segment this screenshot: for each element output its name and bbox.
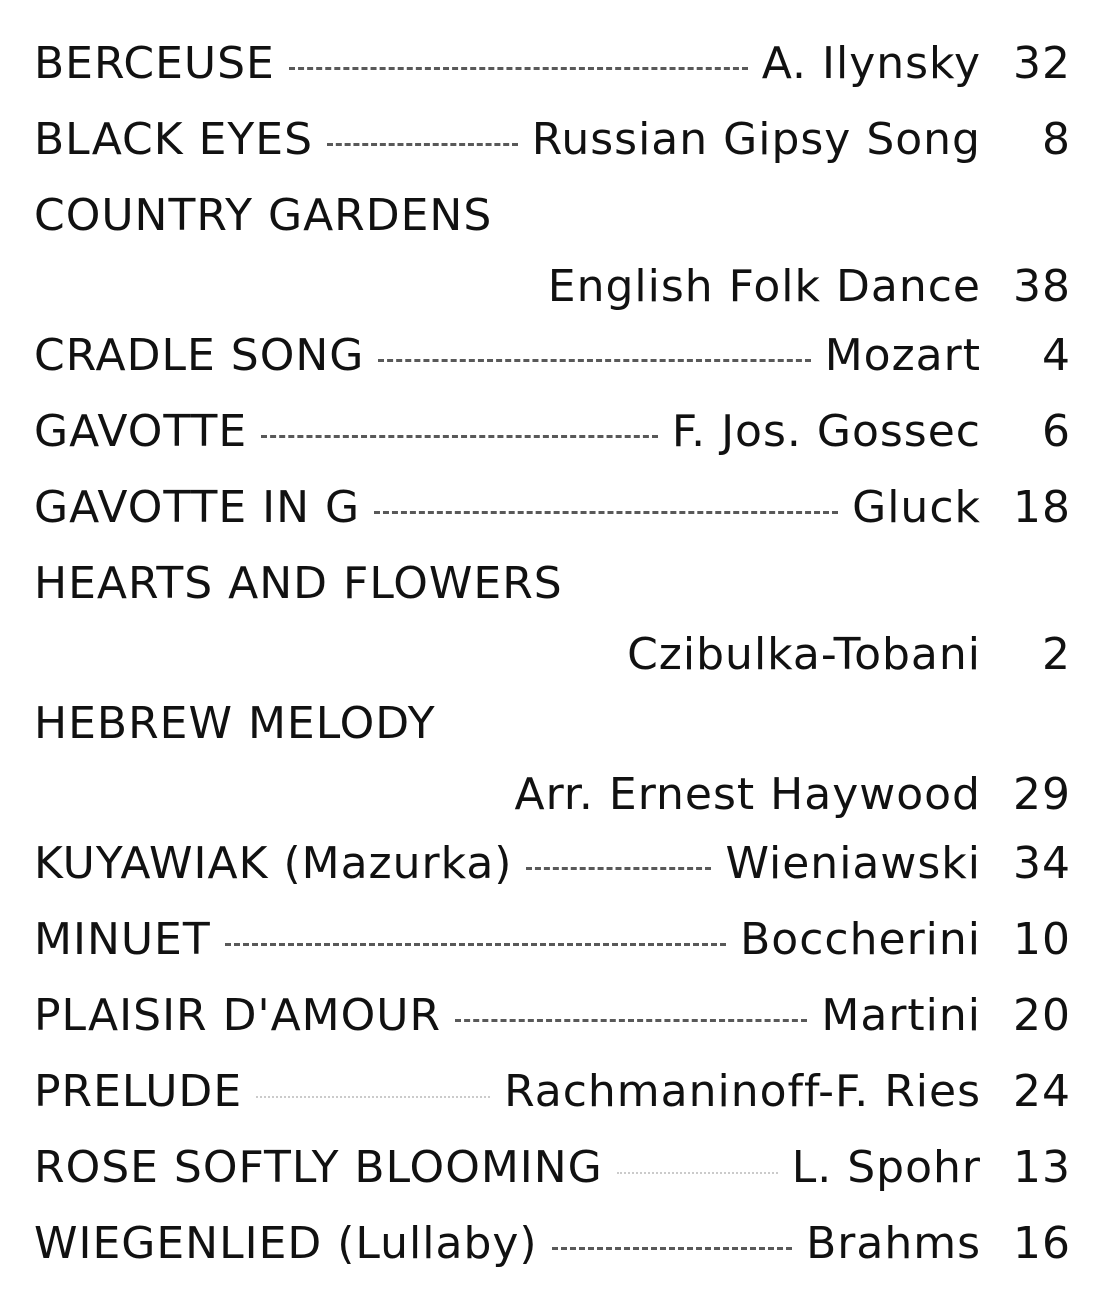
entry-page-number: 13: [1013, 1142, 1071, 1193]
entry-page-number: 34: [1013, 838, 1071, 889]
entry-composer: Rachmaninoff-F. Ries: [504, 1066, 981, 1117]
leader-dots: [378, 359, 810, 362]
toc-entry-minuet: [34, 914, 1071, 990]
entry-composer: Czibulka-Tobani: [627, 629, 981, 680]
entry-composer: Wieniawski: [725, 838, 981, 889]
toc-entry-rose-softly-blooming: [34, 1142, 1071, 1218]
entry-page-number: 10: [1013, 914, 1071, 965]
entry-composer: Mozart: [824, 330, 981, 381]
leader-dots: [327, 143, 518, 146]
entry-second-line: [34, 261, 1071, 312]
leader-dots: [617, 1172, 778, 1174]
entry-title: KUYAWIAK (Mazurka): [34, 838, 513, 889]
leader-dots: [225, 943, 726, 946]
entry-composer: L. Spohr: [791, 1142, 981, 1193]
entry-title: GAVOTTE IN G: [34, 482, 361, 533]
entry-composer: English Folk Dance: [547, 261, 981, 312]
entry-title: PRELUDE: [34, 1066, 243, 1117]
entry-page-number: 20: [1013, 990, 1071, 1041]
entry-composer: Arr. Ernest Haywood: [514, 769, 981, 820]
leader-dots: [289, 67, 748, 70]
leader-dots: [256, 1096, 490, 1098]
toc-entry-kuyawiak: [34, 838, 1071, 914]
entry-title: BLACK EYES: [34, 114, 314, 165]
leader-dots: [455, 1019, 807, 1022]
toc-entry-plaisir-damour: [34, 990, 1071, 1066]
toc-entry-berceuse: [34, 38, 1071, 114]
toc-entry-gavotte: [34, 406, 1071, 482]
entry-title: CRADLE SONG: [34, 330, 365, 381]
entry-composer: F. Jos. Gossec: [671, 406, 981, 457]
entry-title: BERCEUSE: [34, 38, 275, 89]
entry-title: HEBREW MELODY: [34, 698, 436, 749]
toc-entry-gavotte-in-g: [34, 482, 1071, 558]
toc-entry-country-gardens: [34, 190, 1071, 330]
entry-second-line: [34, 629, 1071, 680]
entry-title: ROSE SOFTLY BLOOMING: [34, 1142, 603, 1193]
entry-composer: Gluck: [852, 482, 981, 533]
entry-page-number: 24: [1013, 1066, 1071, 1117]
toc-entry-wiegenlied: [34, 1218, 1071, 1294]
entry-title: HEARTS AND FLOWERS: [34, 558, 563, 609]
toc-entry-black-eyes: [34, 114, 1071, 190]
leader-dots: [526, 867, 711, 870]
entry-title: MINUET: [34, 914, 211, 965]
toc-entry-prelude: [34, 1066, 1071, 1142]
entry-page-number: 6: [1042, 406, 1071, 457]
entry-page-number: 29: [1013, 769, 1071, 820]
entry-composer: Russian Gipsy Song: [531, 114, 981, 165]
entry-page-number: 2: [1042, 629, 1071, 680]
toc-entry-hebrew-melody: [34, 698, 1071, 838]
entry-second-line: [34, 769, 1071, 820]
leader-dots: [261, 435, 658, 438]
entry-page-number: 8: [1042, 114, 1071, 165]
entry-composer: Boccherini: [740, 914, 981, 965]
entry-page-number: 38: [1013, 261, 1071, 312]
entry-composer: A. Ilynsky: [761, 38, 981, 89]
entry-page-number: 4: [1042, 330, 1071, 381]
toc-entry-hearts-and-flowers: [34, 558, 1071, 698]
entry-title: WIEGENLIED (Lullaby): [34, 1218, 538, 1269]
entry-composer: Brahms: [806, 1218, 981, 1269]
entry-title: PLAISIR D'AMOUR: [34, 990, 442, 1041]
entry-page-number: 32: [1013, 38, 1071, 89]
entry-title: GAVOTTE: [34, 406, 248, 457]
entry-page-number: 16: [1013, 1218, 1071, 1269]
leader-dots: [552, 1247, 792, 1250]
leader-dots: [374, 511, 838, 514]
entry-composer: Martini: [821, 990, 981, 1041]
entry-page-number: 18: [1013, 482, 1071, 533]
entry-title: COUNTRY GARDENS: [34, 190, 493, 241]
toc-entry-cradle-song: [34, 330, 1071, 406]
